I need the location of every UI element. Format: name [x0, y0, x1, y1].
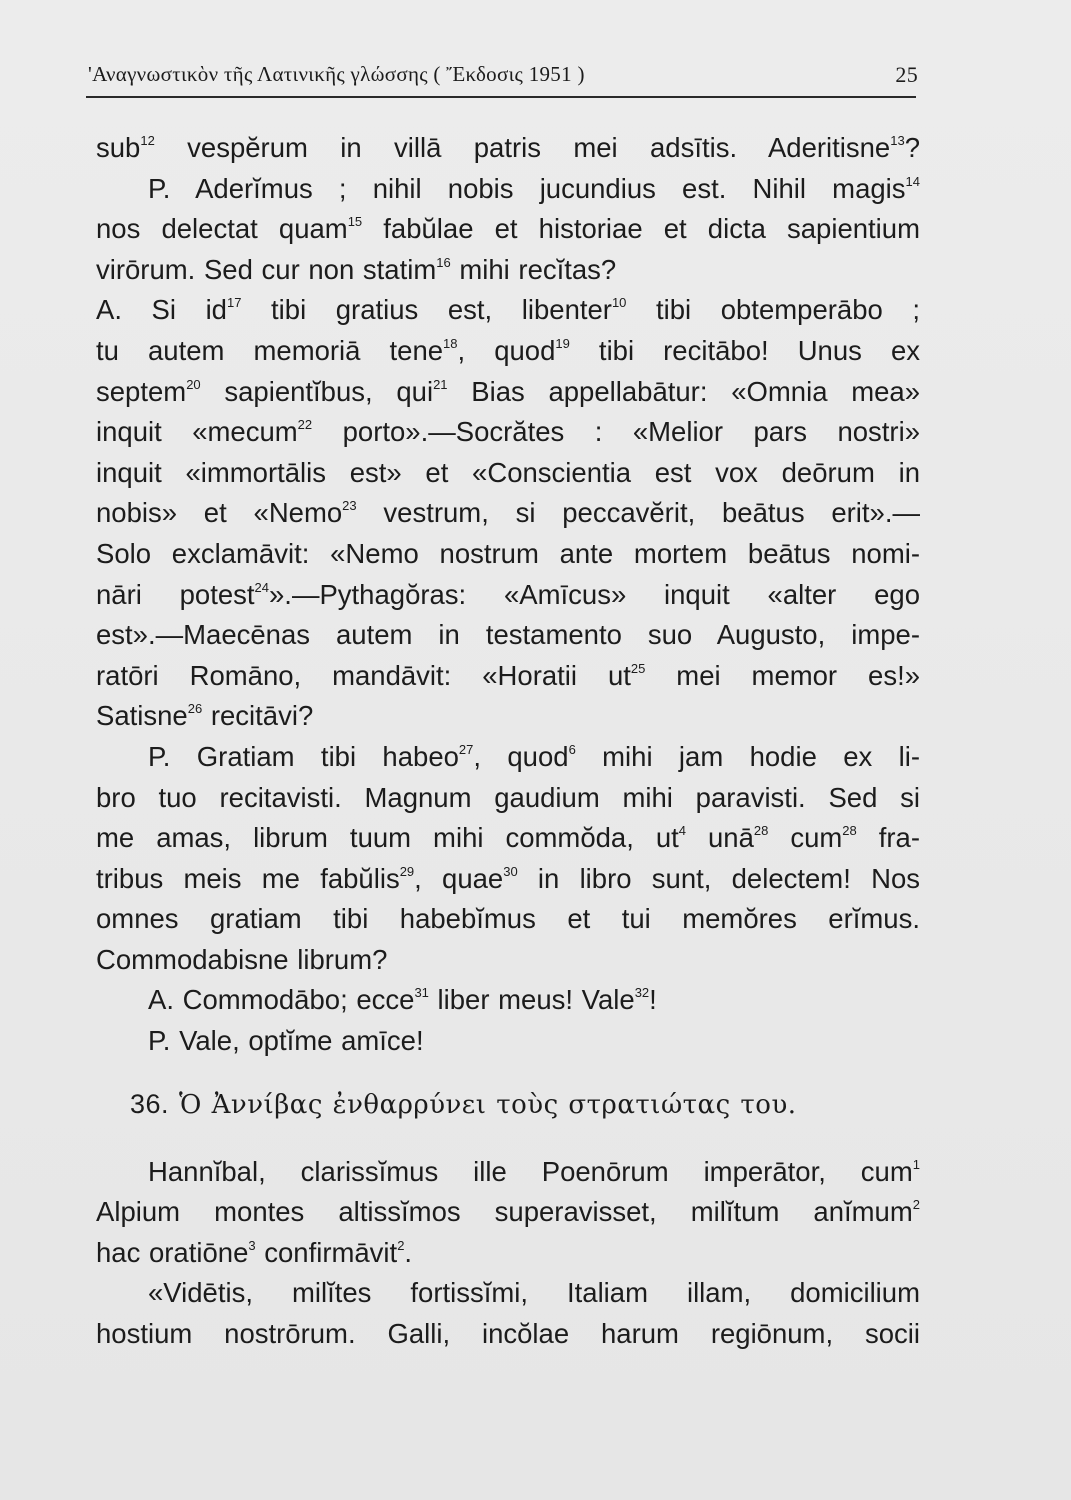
footnote-marker: 12	[140, 133, 155, 148]
text-segment: P. Vale, optĭme amīce!	[148, 1025, 424, 1057]
text-segment: Hannĭbal, clarissĭmus ille Poenōrum imperātor, cum	[148, 1155, 913, 1187]
text-segment: tibi gratius est, libenter	[241, 294, 612, 326]
footnote-marker: 19	[555, 335, 570, 351]
footnote-marker: 13	[890, 133, 905, 148]
text-segment: omnes gratiam tibi habebĭmus et tui memŏres erĭmus.	[96, 903, 920, 935]
text-segment: unā	[686, 822, 754, 854]
text-segment: inquit «immortālis est» et «Conscientia est vox deōrum in	[96, 456, 920, 488]
text-line	[96, 453, 920, 494]
text-line	[96, 331, 920, 372]
text-line	[96, 818, 920, 859]
text-segment: A. Commodābo; ecce	[148, 984, 415, 1016]
text-segment: recitāvi?	[202, 700, 314, 732]
footnote-marker: 2	[912, 1197, 920, 1213]
text-segment: Solo exclamāvit: «Nemo nostrum ante mortem beātus nomi-	[96, 537, 920, 569]
footnote-marker: 32	[634, 985, 650, 1001]
text-line	[96, 940, 920, 981]
text-segment: vestrum, si peccavĕrit, beātus erit».—	[356, 497, 920, 529]
text-line	[96, 656, 920, 697]
footnote-marker: 20	[186, 376, 201, 392]
text-segment: hac oratiōne	[96, 1236, 249, 1268]
text-line	[96, 1233, 920, 1274]
text-line	[96, 696, 920, 737]
footnote-marker: 26	[187, 701, 203, 717]
footnote-marker: 6	[568, 741, 576, 757]
footnote-marker: 30	[503, 863, 518, 879]
text-line	[96, 1273, 920, 1314]
text-line	[96, 980, 920, 1021]
text-line	[96, 859, 920, 900]
footnote-marker: 1	[912, 1156, 920, 1172]
text-segment: tibi obtemperābo ;	[626, 294, 920, 326]
text-segment: cum	[768, 822, 843, 854]
footnote-marker: 28	[753, 823, 769, 839]
text-segment: , quae	[414, 862, 504, 894]
section-heading: Ὁ Ἀννίβας ἐνθαρρύνει τοὺς στρατιώτας του.	[179, 1089, 797, 1120]
footnote-marker: 28	[842, 823, 857, 839]
text-line	[96, 169, 920, 210]
text-segment: tibi recitābo! Unus ex	[569, 334, 920, 366]
text-line	[96, 737, 920, 778]
page-number: 25	[895, 62, 918, 87]
text-line	[96, 1192, 920, 1233]
section-number: 36.	[130, 1088, 170, 1119]
text-segment: est».—Maecēnas autem in testamento suo Augusto, impe-	[96, 619, 920, 651]
text-line	[96, 128, 920, 169]
text-line	[96, 534, 920, 575]
section-body-text	[96, 1152, 920, 1355]
text-segment: liber meus! Vale	[428, 984, 635, 1016]
text-segment: .	[404, 1236, 413, 1268]
footnote-marker: 31	[414, 985, 429, 1001]
text-line	[96, 372, 920, 413]
footnote-marker: 15	[347, 214, 363, 230]
text-segment: mihi jam hodie ex li-	[575, 740, 920, 772]
text-line	[96, 1314, 920, 1355]
text-segment: P. Aderĭmus ; nihil nobis jucundius est. Nihil magis	[148, 172, 906, 204]
running-title: 'Αναγνωστικὸν τῆς Λατινικῆς γλώσσης ( Ἔκδοσις 1951 )	[88, 62, 585, 86]
text-segment: , quod	[473, 740, 569, 772]
body-text	[96, 128, 920, 1355]
footnote-marker: 14	[905, 173, 920, 189]
text-segment: tu autem memoriā tene	[96, 334, 444, 366]
footnote-marker: 17	[226, 295, 242, 311]
text-line	[96, 493, 920, 534]
text-segment: fabŭlae et historiae et dicta sapientium	[362, 213, 920, 245]
footnote-marker: 2	[397, 1237, 405, 1253]
text-segment: P. Gratiam tibi habeo	[148, 740, 459, 772]
footnote-marker: 22	[297, 417, 313, 433]
footnote-marker: 23	[342, 498, 357, 514]
text-segment: , quod	[457, 334, 556, 366]
text-segment: Bias appellabātur: «Omnia mea»	[447, 375, 920, 407]
text-segment: Satisne	[96, 700, 188, 732]
footnote-marker: 16	[436, 254, 451, 270]
text-segment: hostium nostrōrum. Galli, incŏlae harum regiōnum, socii	[96, 1318, 920, 1350]
footnote-marker: 24	[254, 579, 270, 595]
text-segment: Commodabisne librum?	[96, 943, 388, 975]
footnote-marker: 21	[433, 376, 448, 392]
text-segment: septem	[96, 375, 187, 407]
text-segment: «Vidētis, milĭtes fortissĭmi, Italiam illam, domicilium	[148, 1277, 920, 1309]
footnote-marker: 25	[630, 660, 646, 676]
footnote-marker: 4	[678, 823, 686, 839]
page-header	[88, 62, 918, 96]
text-segment: !	[649, 984, 657, 1016]
text-segment: nāri potest	[96, 578, 255, 610]
footnote-marker: 29	[399, 863, 415, 879]
text-segment: me amas, librum tuum mihi commŏda, ut	[96, 822, 679, 854]
footnote-marker: 18	[443, 335, 458, 351]
text-line	[96, 1021, 920, 1062]
text-segment: ?	[904, 132, 920, 163]
header-rule	[86, 96, 916, 98]
text-line	[96, 575, 920, 616]
text-line	[96, 412, 920, 453]
text-segment: bro tuo recitavisti. Magnum gaudium mihi paravisti. Sed si	[96, 781, 920, 813]
text-segment: porto».—Socrătes : «Melior pars nostri»	[312, 416, 920, 448]
text-segment: tribus meis me fabŭlis	[96, 862, 400, 894]
text-segment: virōrum. Sed cur non statim	[96, 253, 437, 285]
section-title	[96, 1078, 920, 1138]
text-line	[96, 290, 920, 331]
dialogue-text	[96, 128, 920, 1062]
text-segment: nobis» et «Nemo	[96, 497, 343, 529]
text-segment: sapientĭbus, qui	[200, 375, 434, 407]
text-line	[96, 209, 920, 250]
text-line	[96, 899, 920, 940]
footnote-marker: 10	[611, 295, 627, 311]
text-segment: in libro sunt, delectem! Nos	[517, 862, 920, 894]
footnote-marker: 3	[248, 1237, 256, 1253]
text-line	[96, 250, 920, 291]
text-segment: sub	[96, 132, 141, 163]
footnote-marker: 27	[458, 741, 474, 757]
text-segment: mihi recĭtas?	[450, 253, 617, 285]
text-segment: mei memor es!»	[645, 659, 920, 691]
spacer	[96, 1138, 920, 1152]
text-segment: ».—Pythagŏras: «Amīcus» inquit «alter ego	[269, 578, 920, 610]
text-segment: confirmāvit	[255, 1236, 398, 1268]
text-segment: Alpium montes altissĭmos superavisset, milĭtum anĭmum	[96, 1196, 913, 1228]
text-segment: fra-	[856, 822, 920, 854]
text-segment: ratōri Romāno, mandāvit: «Horatii ut	[96, 659, 631, 691]
text-segment: A. Si id	[96, 294, 227, 326]
text-line	[96, 615, 920, 656]
text-segment: nos delectat quam	[96, 213, 348, 245]
text-line	[96, 1152, 920, 1193]
text-segment: vespĕrum in villā patris mei adsītis. Aderitisne	[154, 132, 891, 163]
text-segment: inquit «mecum	[96, 416, 298, 448]
text-line	[96, 778, 920, 819]
